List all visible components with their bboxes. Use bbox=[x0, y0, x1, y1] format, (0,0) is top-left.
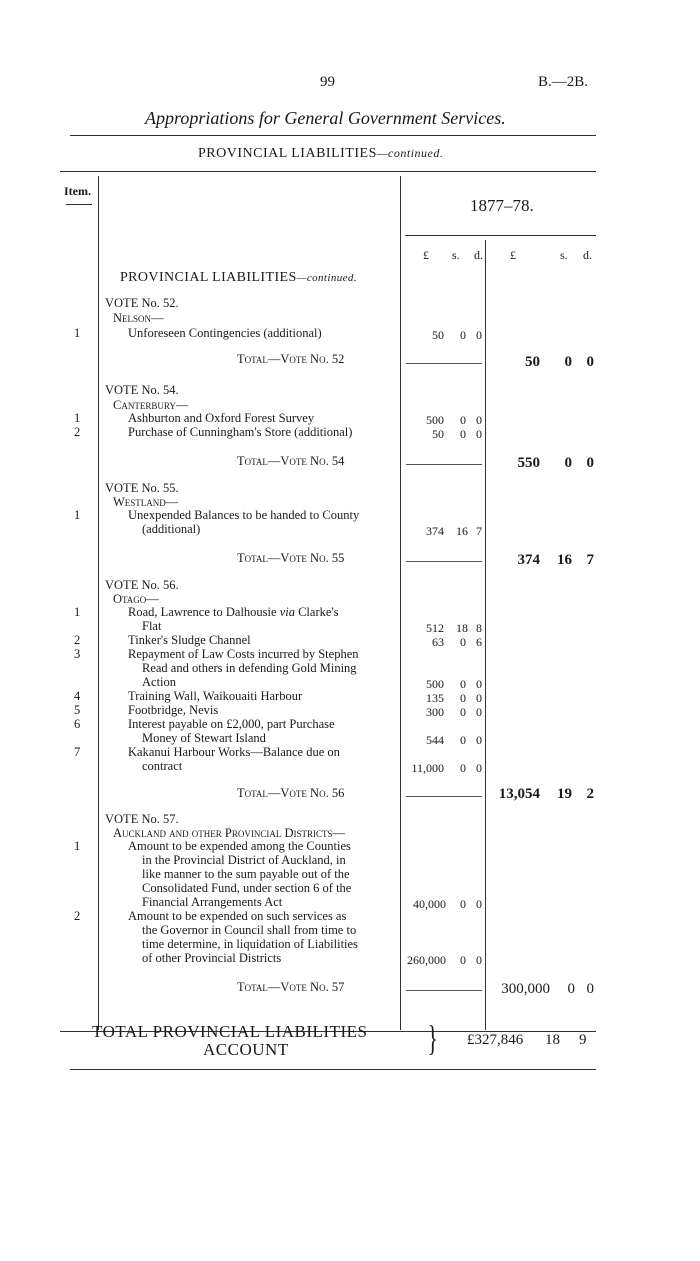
entry-pence: 0 bbox=[476, 953, 482, 967]
shillings-header-2: s. bbox=[560, 248, 568, 262]
entry-pence: 0 bbox=[476, 328, 482, 342]
entry-description: Purchase of Cunningham's Store (additional) bbox=[128, 425, 353, 439]
item-number: 1 bbox=[74, 605, 81, 619]
entry-description: Amount to be expended on such services as bbox=[128, 909, 347, 923]
entry-shillings: 0 bbox=[460, 677, 466, 691]
footer-rule bbox=[70, 1069, 596, 1070]
vote-total-label: Total—Vote No. 57 bbox=[237, 980, 345, 994]
title-rule bbox=[70, 135, 596, 136]
entry-description-cont: (additional) bbox=[142, 522, 201, 536]
vote-total-shillings: 0 bbox=[567, 981, 575, 997]
entry-pence: 0 bbox=[476, 691, 482, 705]
shillings-header-1: s. bbox=[452, 248, 460, 262]
entry-pounds: 260,000 bbox=[407, 953, 446, 967]
entry-pence: 0 bbox=[476, 427, 482, 441]
item-column-header: Item. bbox=[64, 184, 91, 198]
entry-pounds: 63 bbox=[432, 635, 444, 649]
entry-shillings: 0 bbox=[460, 953, 466, 967]
vote-total-pounds: 300,000 bbox=[501, 981, 550, 997]
entry-description-cont: Money of Stewart Island bbox=[142, 731, 266, 745]
vote-total-pounds: 50 bbox=[525, 354, 540, 370]
vote-total-pounds: 374 bbox=[517, 552, 540, 568]
entry-pence: 0 bbox=[476, 733, 482, 747]
entry-description-cont: Consolidated Fund, under section 6 of the bbox=[142, 881, 352, 895]
entry-pence: 0 bbox=[476, 705, 482, 719]
page-title: Appropriations for General Government Services. bbox=[145, 108, 506, 128]
entry-pounds: 500 bbox=[426, 413, 444, 427]
document-reference: B.—2B. bbox=[538, 74, 589, 90]
vote-heading: VOTE No. 57. bbox=[105, 812, 179, 826]
entry-description: Unforeseen Contingencies (additional) bbox=[128, 326, 322, 340]
section-heading: PROVINCIAL LIABILITIES—continued. bbox=[120, 270, 357, 285]
vote-total-label: Total—Vote No. 52 bbox=[237, 352, 345, 366]
entry-pounds: 40,000 bbox=[413, 897, 446, 911]
district-label: Otago— bbox=[113, 592, 159, 606]
entry-pence: 0 bbox=[476, 897, 482, 911]
entry-shillings: 0 bbox=[460, 635, 466, 649]
entry-description-cont: Flat bbox=[142, 619, 162, 633]
grand-total-label: TOTAL PROVINCIAL LIABILITIES bbox=[92, 1022, 368, 1041]
entry-pence: 0 bbox=[476, 413, 482, 427]
table-top-rule bbox=[60, 171, 596, 172]
entry-description: Footbridge, Nevis bbox=[128, 703, 219, 717]
pounds-header-1: £ bbox=[423, 248, 429, 262]
entry-shillings: 0 bbox=[460, 328, 466, 342]
grand-total-pence: 9 bbox=[579, 1032, 587, 1048]
entry-description: Repayment of Law Costs incurred by Stephen bbox=[128, 647, 359, 661]
entry-description: Training Wall, Waikouaiti Harbour bbox=[128, 689, 303, 703]
entry-pounds: 300 bbox=[426, 705, 444, 719]
subtotal-rule bbox=[406, 464, 482, 465]
vote-heading: VOTE No. 56. bbox=[105, 578, 179, 592]
brace-icon: } bbox=[427, 1018, 438, 1058]
district-label: Nelson— bbox=[113, 311, 164, 325]
entry-shillings: 0 bbox=[460, 691, 466, 705]
entry-description-cont: Financial Arrangements Act bbox=[142, 895, 283, 909]
year-rule bbox=[405, 235, 596, 236]
entry-shillings: 0 bbox=[460, 427, 466, 441]
sub-column-divider bbox=[485, 240, 486, 1030]
item-number: 4 bbox=[74, 689, 81, 703]
pounds-header-2: £ bbox=[510, 248, 516, 262]
item-number: 2 bbox=[74, 909, 81, 923]
vote-total-pounds: 550 bbox=[517, 455, 540, 471]
item-header-rule bbox=[66, 204, 92, 205]
item-number: 1 bbox=[74, 411, 81, 425]
subtotal-rule bbox=[406, 796, 482, 797]
entry-description-cont: Action bbox=[142, 675, 177, 689]
entry-shillings: 16 bbox=[456, 524, 468, 538]
pence-header-2: d. bbox=[583, 248, 592, 262]
item-number: 2 bbox=[74, 633, 81, 647]
item-number: 7 bbox=[74, 745, 81, 759]
district-label: Westland— bbox=[113, 495, 179, 509]
grand-total-shillings: 18 bbox=[545, 1032, 560, 1048]
vote-total-shillings: 19 bbox=[557, 786, 572, 802]
entry-pounds: 500 bbox=[426, 677, 444, 691]
entry-description: Ashburton and Oxford Forest Survey bbox=[128, 411, 315, 425]
item-column-divider bbox=[98, 176, 99, 1030]
financial-year-header: 1877–78. bbox=[470, 196, 534, 215]
entry-shillings: 0 bbox=[460, 897, 466, 911]
item-number: 2 bbox=[74, 425, 81, 439]
entry-pounds: 11,000 bbox=[411, 761, 444, 775]
entry-pence: 7 bbox=[476, 524, 482, 538]
entry-shillings: 0 bbox=[460, 413, 466, 427]
page-subtitle: PROVINCIAL LIABILITIES—continued. bbox=[198, 146, 444, 161]
vote-total-label: Total—Vote No. 54 bbox=[237, 454, 345, 468]
entry-shillings: 0 bbox=[460, 761, 466, 775]
entry-shillings: 0 bbox=[460, 705, 466, 719]
vote-total-shillings: 0 bbox=[564, 354, 572, 370]
item-number: 5 bbox=[74, 703, 81, 717]
subtotal-rule bbox=[406, 990, 482, 991]
entry-description: Unexpended Balances to be handed to County bbox=[128, 508, 360, 522]
entry-pounds: 135 bbox=[426, 691, 444, 705]
entry-description-cont: contract bbox=[142, 759, 183, 773]
vote-heading: VOTE No. 52. bbox=[105, 296, 179, 310]
entry-pounds: 50 bbox=[432, 328, 444, 342]
vote-total-pence: 0 bbox=[586, 981, 594, 997]
district-label: Auckland and other Provincial Districts— bbox=[113, 826, 346, 840]
entry-description-cont: Read and others in defending Gold Mining bbox=[142, 661, 357, 675]
item-number: 1 bbox=[74, 508, 81, 522]
entry-description-cont: the Governor in Council shall from time to bbox=[142, 923, 357, 937]
entry-description: Road, Lawrence to Dalhousie via Clarke's bbox=[128, 605, 339, 619]
grand-total-label-cont: ACCOUNT bbox=[203, 1040, 289, 1059]
page-number: 99 bbox=[320, 74, 335, 90]
entry-description-cont: time determine, in liquidation of Liabilities bbox=[142, 937, 358, 951]
vote-total-shillings: 16 bbox=[557, 552, 572, 568]
entry-description: Tinker's Sludge Channel bbox=[128, 633, 251, 647]
entry-pence: 0 bbox=[476, 677, 482, 691]
vote-total-label: Total—Vote No. 56 bbox=[237, 786, 345, 800]
entry-description: Amount to be expended among the Counties bbox=[128, 839, 351, 853]
vote-total-shillings: 0 bbox=[564, 455, 572, 471]
subtotal-rule bbox=[406, 363, 482, 364]
vote-heading: VOTE No. 55. bbox=[105, 481, 179, 495]
entry-pence: 0 bbox=[476, 761, 482, 775]
grand-total-pounds: £327,846 bbox=[467, 1032, 524, 1048]
entry-pounds: 50 bbox=[432, 427, 444, 441]
entry-shillings: 0 bbox=[460, 733, 466, 747]
subtotal-rule bbox=[406, 561, 482, 562]
entry-description-cont: of other Provincial Districts bbox=[142, 951, 282, 965]
vote-total-label: Total—Vote No. 55 bbox=[237, 551, 345, 565]
entry-description-cont: in the Provincial District of Auckland, in bbox=[142, 853, 346, 867]
entry-pounds: 512 bbox=[426, 621, 444, 635]
entry-pence: 8 bbox=[476, 621, 482, 635]
entry-description: Kakanui Harbour Works—Balance due on bbox=[128, 745, 340, 759]
item-number: 6 bbox=[74, 717, 81, 731]
entry-pence: 6 bbox=[476, 635, 482, 649]
vote-total-pounds: 13,054 bbox=[498, 786, 540, 802]
pence-header-1: d. bbox=[474, 248, 483, 262]
item-number: 1 bbox=[74, 326, 81, 340]
money-column-divider bbox=[400, 176, 401, 1030]
district-label: Canterbury— bbox=[113, 398, 189, 412]
vote-total-pence: 0 bbox=[586, 354, 594, 370]
item-number: 3 bbox=[74, 647, 81, 661]
vote-heading: VOTE No. 54. bbox=[105, 383, 179, 397]
entry-pounds: 544 bbox=[426, 733, 444, 747]
vote-total-pence: 0 bbox=[586, 455, 594, 471]
entry-description-cont: like manner to the sum payable out of the bbox=[142, 867, 350, 881]
item-number: 1 bbox=[74, 839, 81, 853]
vote-total-pence: 2 bbox=[586, 786, 594, 802]
entry-shillings: 18 bbox=[456, 621, 468, 635]
vote-total-pence: 7 bbox=[586, 552, 594, 568]
entry-pounds: 374 bbox=[426, 524, 444, 538]
entry-description: Interest payable on £2,000, part Purchase bbox=[128, 717, 335, 731]
